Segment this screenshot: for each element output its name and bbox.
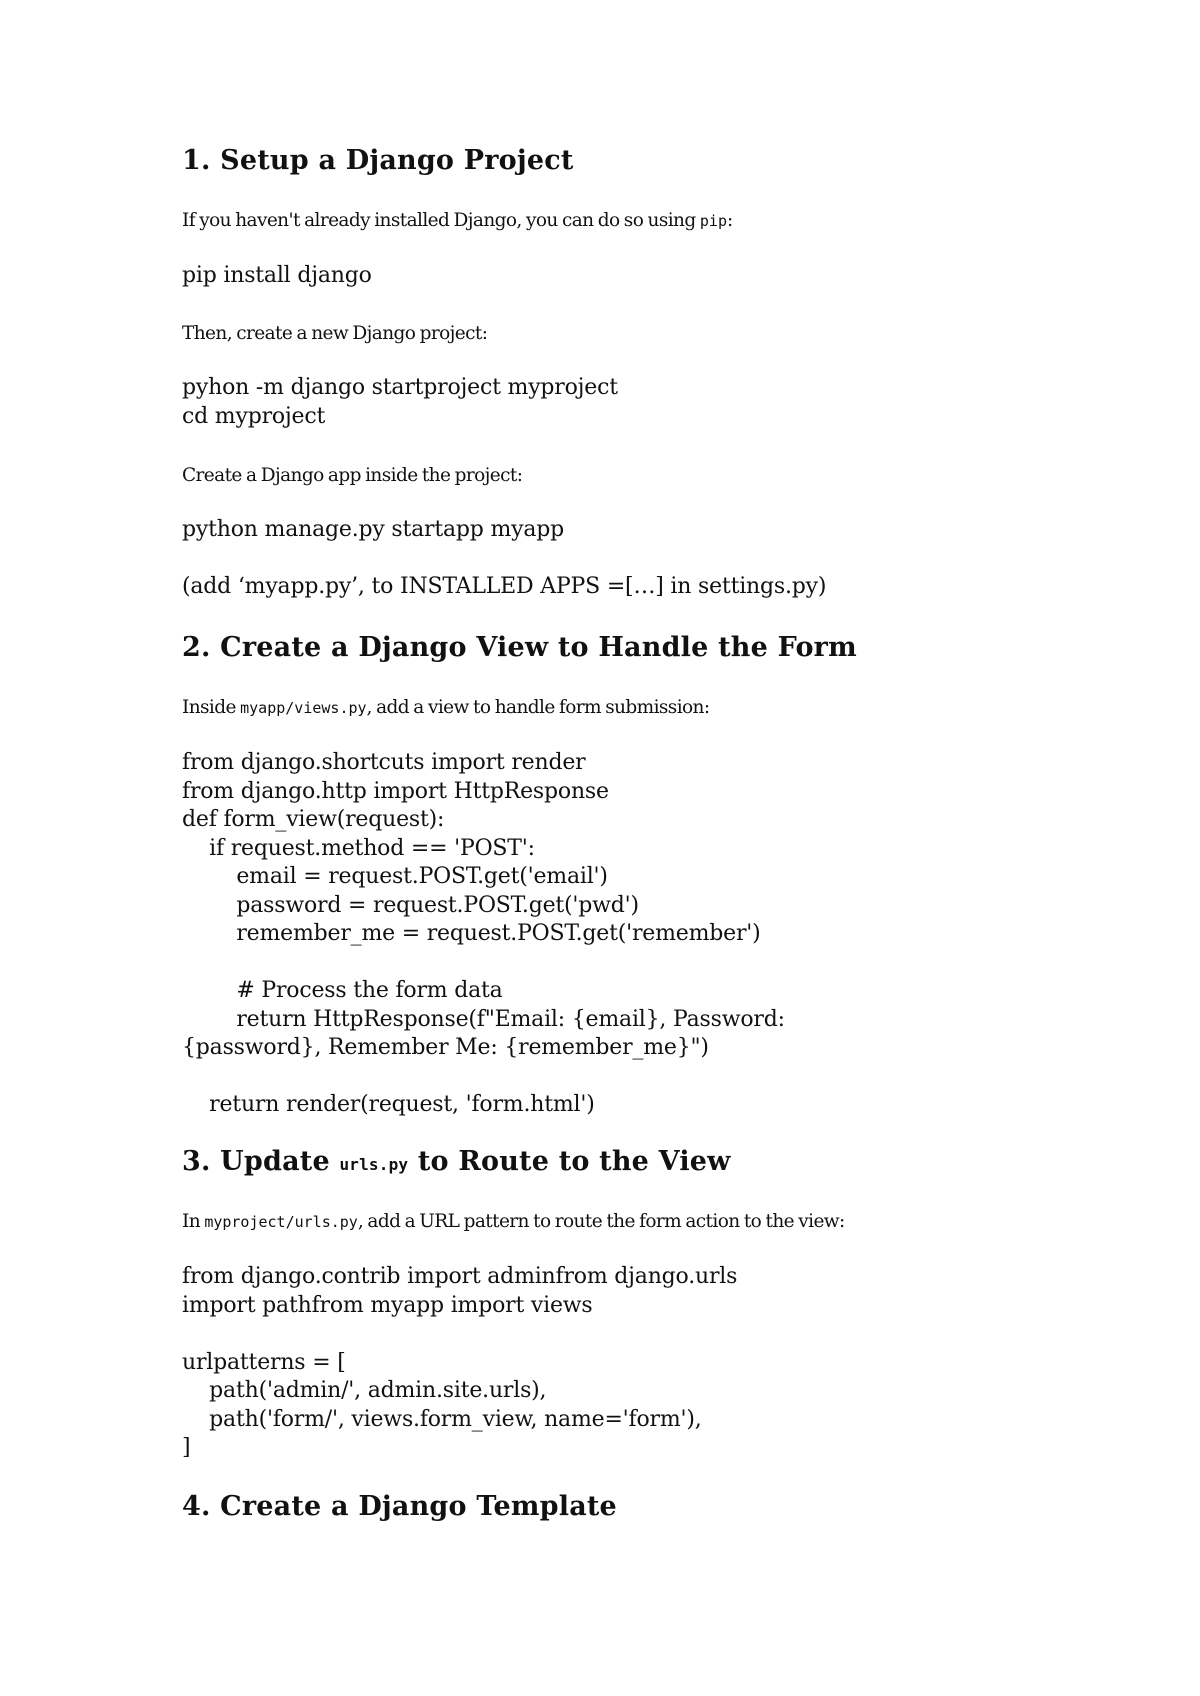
code-line: return HttpResponse(f"Email: {email}, Password:	[182, 1006, 792, 1032]
paragraph-text: , add a URL pattern to route the form action to the view:	[357, 1211, 845, 1232]
code-line: cd myproject	[182, 403, 326, 429]
code-block-install	[182, 262, 372, 291]
paragraph-text: , add a view to handle form submission:	[366, 697, 710, 718]
inline-code: myapp/views.py	[240, 699, 367, 717]
section-heading-template: 4. Create a Django Template	[182, 1491, 617, 1522]
paragraph-text: :	[726, 210, 733, 231]
installed-apps-note	[182, 573, 826, 602]
code-line	[182, 1063, 792, 1092]
inline-code: myproject/urls.py	[204, 1213, 358, 1231]
code-line: import pathfrom myapp import views	[182, 1292, 593, 1318]
heading-text: to Route to the View	[408, 1146, 731, 1177]
paragraph-install-intro	[182, 209, 733, 233]
paragraph-text: In	[182, 1211, 205, 1232]
code-line	[182, 1320, 737, 1349]
code-line: (add ‘myapp.py’, to INSTALLED APPS =[…] in settings.py)	[182, 574, 827, 599]
code-block-startapp	[182, 516, 564, 545]
code-block-urls	[182, 1263, 737, 1463]
heading-text: 3. Update	[182, 1146, 340, 1177]
code-line: email = request.POST.get('email')	[182, 864, 608, 889]
code-line: return render(request, 'form.html')	[182, 1092, 595, 1117]
paragraph-create-app: Create a Django app inside the project:	[182, 465, 523, 486]
code-line: {password}, Remember Me: {remember_me}")	[182, 1035, 709, 1060]
paragraph-create-project: Then, create a new Django project:	[182, 323, 488, 344]
code-line: path('admin/', admin.site.urls),	[182, 1378, 547, 1403]
paragraph-urls-intro	[182, 1210, 845, 1234]
code-line: urlpatterns = [	[182, 1349, 346, 1375]
section-heading-setup: 1. Setup a Django Project	[182, 145, 574, 176]
code-line: from django.shortcuts import render	[182, 750, 586, 775]
code-line: pip install django	[182, 263, 372, 288]
code-line: python manage.py startapp myapp	[182, 517, 565, 542]
code-line	[182, 949, 792, 978]
code-line: ]	[182, 1435, 191, 1460]
inline-code: pip	[699, 212, 727, 230]
code-line: # Process the form data	[182, 978, 503, 1003]
code-line: pyhon -m django startproject myproject	[182, 375, 618, 400]
paragraph-text: If you haven't already installed Django, you can do so using	[182, 210, 700, 231]
code-line: if request.method == 'POST':	[182, 835, 535, 861]
inline-code: urls.py	[339, 1155, 409, 1174]
code-line: from django.http import HttpResponse	[182, 778, 609, 804]
code-line: path('form/', views.form_view, name='form'),	[182, 1406, 702, 1432]
code-block-startproject	[182, 374, 618, 431]
code-line: def form_view(request):	[182, 807, 445, 832]
paragraph-text: Inside	[182, 697, 241, 718]
code-line: remember_me = request.POST.get('remember')	[182, 921, 761, 946]
section-heading-urls	[182, 1146, 731, 1181]
code-line: from django.contrib import adminfrom django.urls	[182, 1264, 738, 1289]
code-block-views	[182, 749, 792, 1120]
code-line: password = request.POST.get('pwd')	[182, 892, 639, 918]
section-heading-view: 2. Create a Django View to Handle the Form	[182, 632, 857, 663]
paragraph-view-intro	[182, 696, 710, 720]
